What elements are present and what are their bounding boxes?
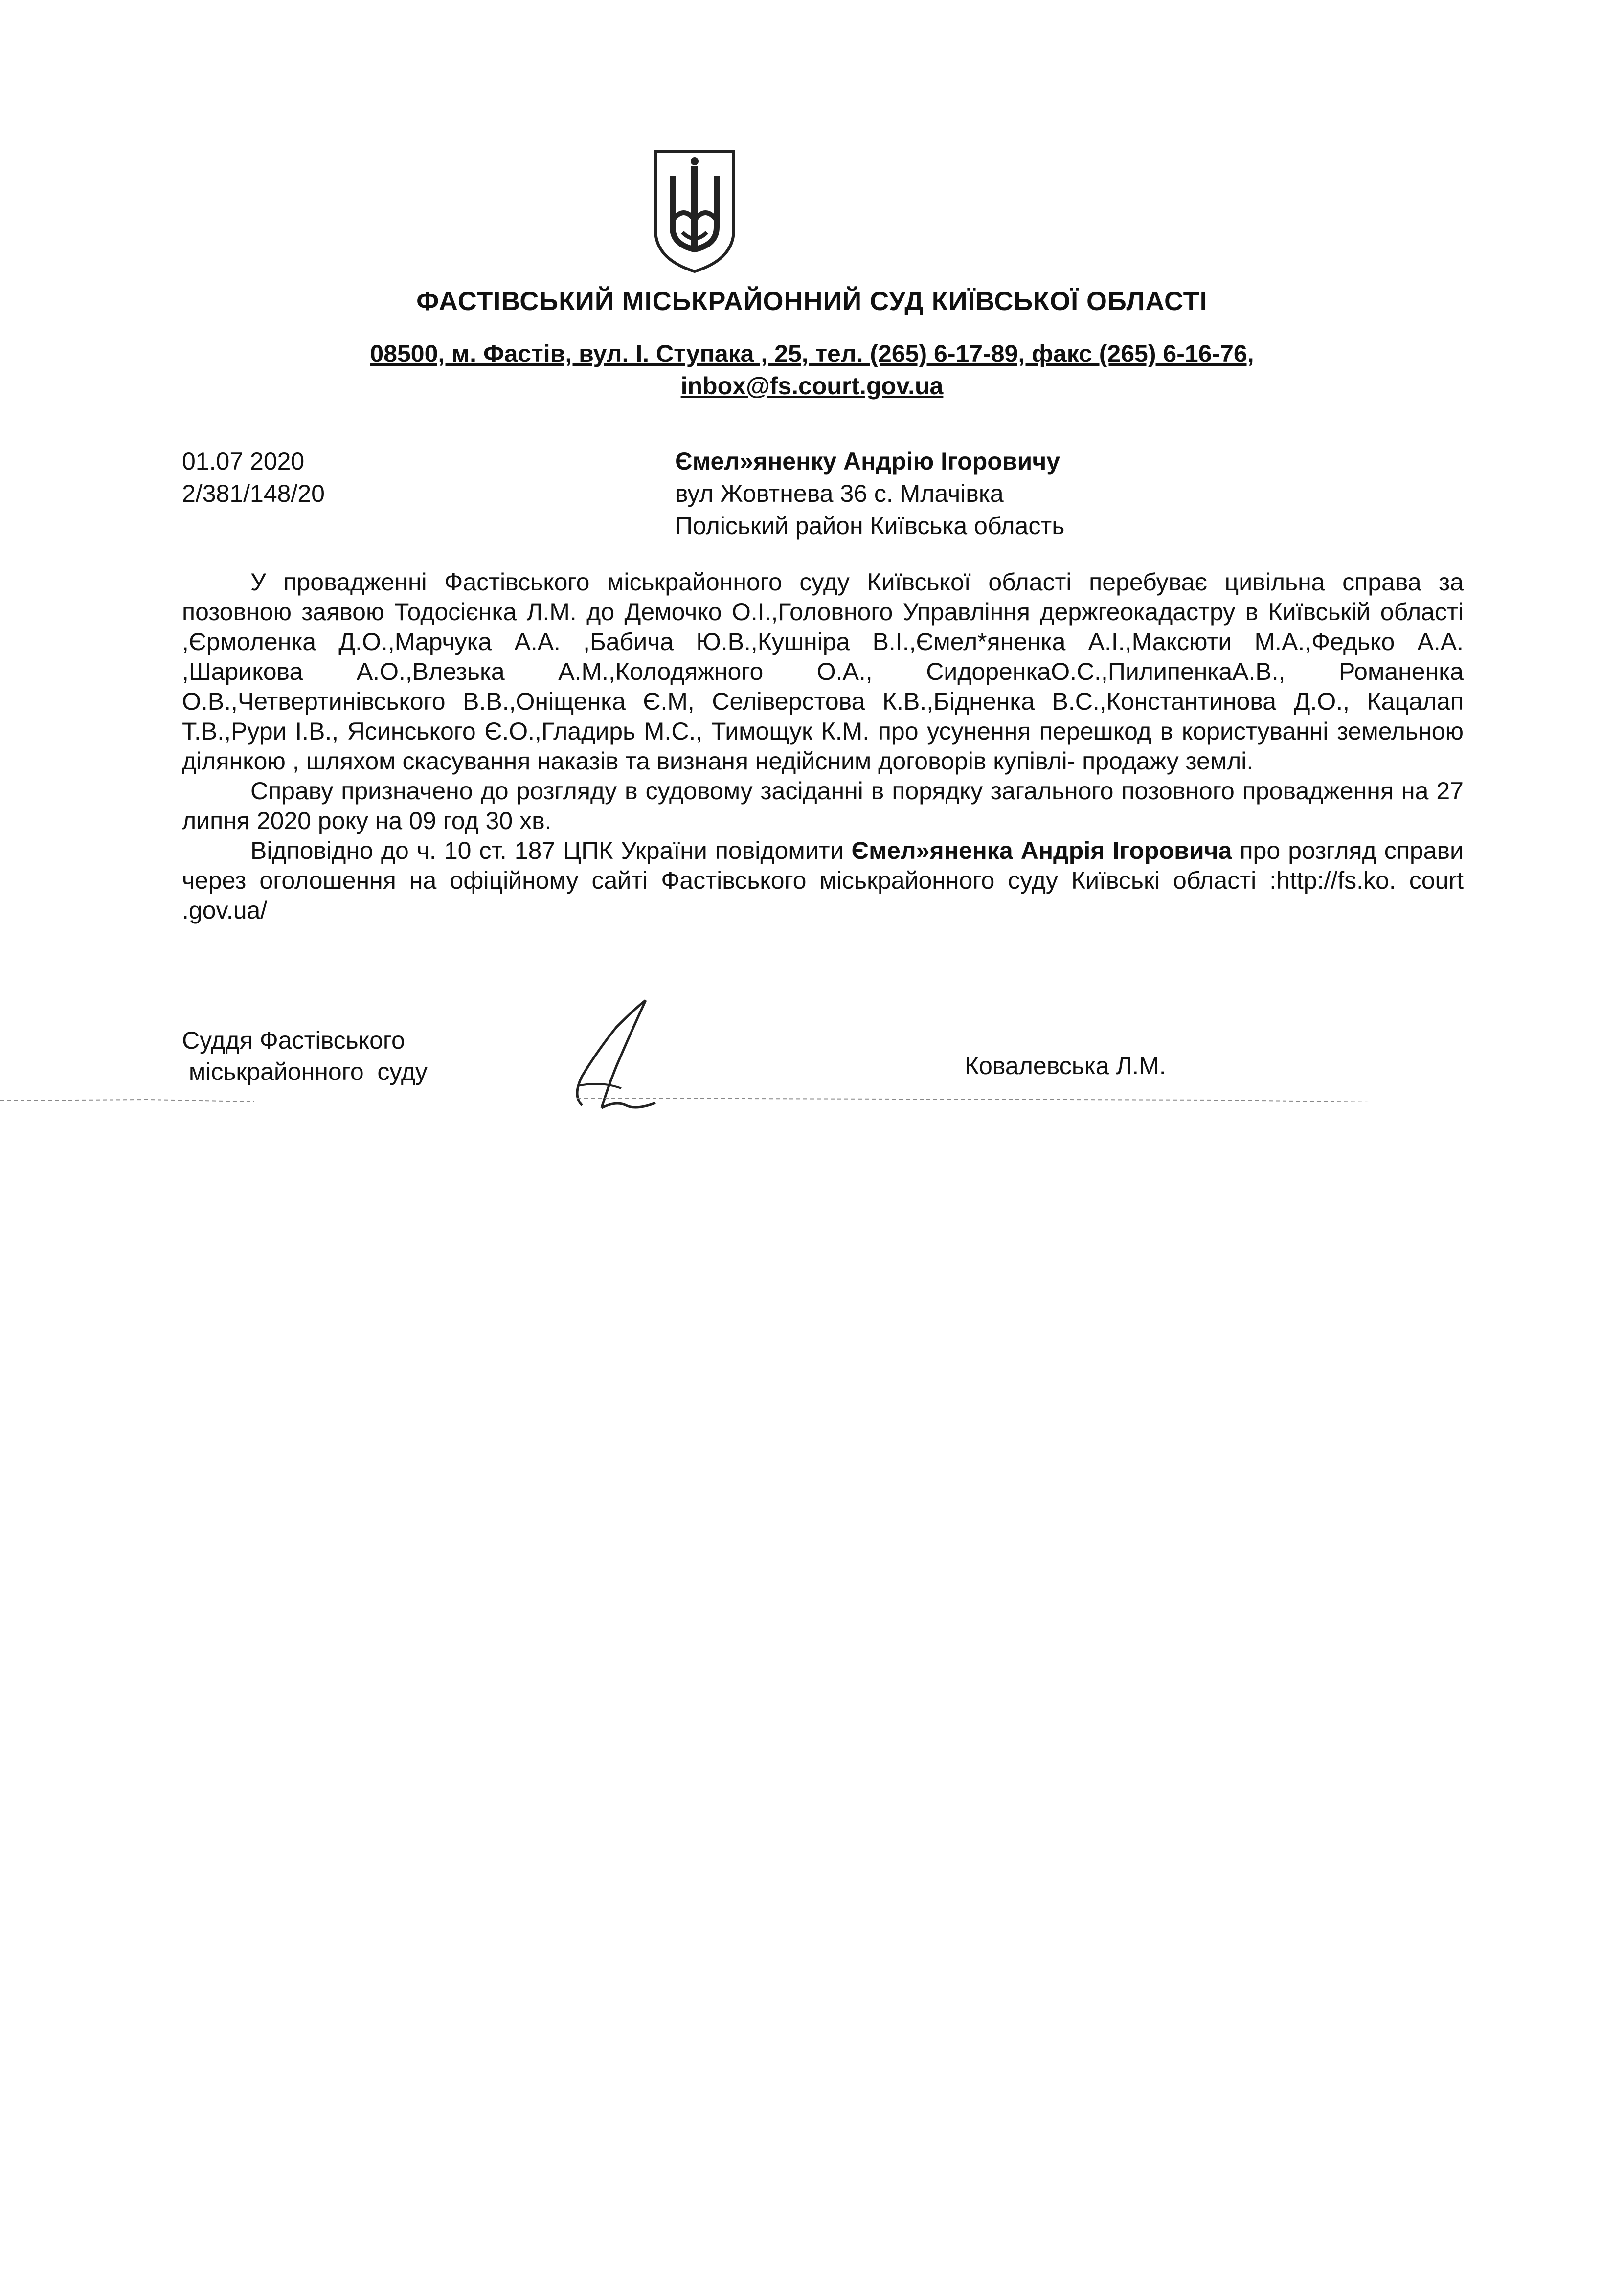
paragraph-notification <box>182 836 1464 925</box>
paragraph-case-description: У провадженні Фастівського міськрайонного суду Київської області перебуває цивільна справа за позовною заявою Тодосієнка Л.М. до Демочко О.І.,Головного Управління держгеокадастру в Київській області ,Єрмоленка Д.О.,Марчука А.А. ,Бабича Ю.В.,Кушніра В.І.,Ємел*яненка А.І.,Максюти М.А.,Федько А.А. ,Шарикова А.О.,Влезька А.М.,Колодяжного О.А., СидоренкаО.С.,ПилипенкаА.В., Романенка О.В.,Четвертинівського В.В.,Оніщенка Є.М, Селіверстова К.В.,Бідненка В.С.,Константинова Д.О., Кацалап Т.В.,Рури І.В., Ясинського Є.О.,Гладирь М.С., Тимощук К.М. про усунення перешкод в користуванні земельною ділянкою , шляхом скасування наказів та визнаня недійсним договорів купівлі- продажу землі. <box>182 568 1464 775</box>
document-reference: 2/381/148/20 <box>182 480 325 507</box>
address-line: 08500, м. Фастів, вул. І. Ступака , 25, тел. (265) 6-17-89, факс (265) 6-16-76, <box>370 340 1254 367</box>
judge-position-line1: Суддя Фастівського <box>182 1027 405 1054</box>
letter-body <box>182 567 1464 925</box>
judge-position-line2: міськрайонного суду <box>182 1058 428 1085</box>
judge-name: Ковалевська Л.М. <box>965 1052 1166 1079</box>
notification-text-end: про розгляд справи через оголошення на офіційному сайті Фастівського міськрайонного суду Київські області :http://fs.ko. court .gov.ua/ <box>182 837 1464 924</box>
addressee-region: Поліський район Київська область <box>675 512 1065 540</box>
notified-person-name: Ємел»яненка Андрія Ігоровича <box>851 837 1232 864</box>
document-date: 01.07 2020 <box>182 448 305 475</box>
notification-text-start: Відповідно до ч. 10 ст. 187 ЦПК України повідомити <box>250 837 852 864</box>
court-address <box>0 337 1624 402</box>
paragraph-hearing-date: Справу призначено до розгляду в судовому засіданні в порядку загального позовного провадження на 27 липня 2020 року на 09 год 30 хв. <box>182 777 1464 834</box>
addressee-block <box>675 445 1064 542</box>
court-title: ФАСТІВСЬКИЙ МІСЬКРАЙОННИЙ СУД КИЇВСЬКОЇ ОБЛАСТІ <box>416 287 1208 316</box>
addressee-street: вул Жовтнева 36 с. Млачівка <box>675 480 1004 507</box>
addressee-name: Ємел»яненку Андрію Ігоровичу <box>675 448 1060 475</box>
scan-artifact-line <box>0 1093 1624 1108</box>
document-meta <box>182 445 325 510</box>
email-address: inbox@fs.court.gov.ua <box>680 372 944 400</box>
judge-position <box>182 1025 428 1087</box>
trident-coat-of-arms-icon <box>646 147 744 274</box>
